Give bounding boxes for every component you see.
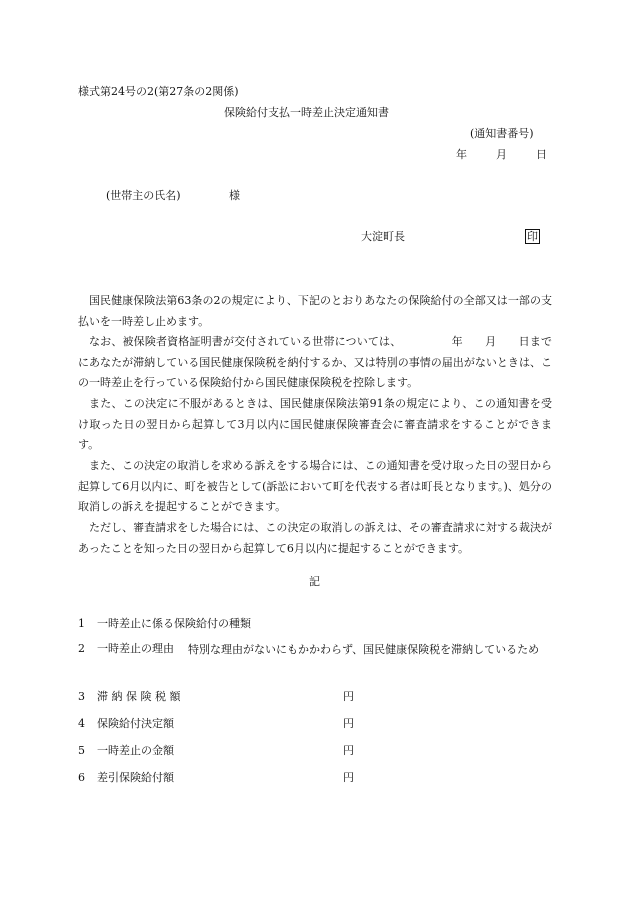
date-year: 年 (456, 148, 467, 161)
seal-mark (525, 229, 540, 244)
item-2-value: 特別な理由がないにもかかわらず、国民健康保険税を滞納しているため (188, 643, 540, 656)
item-6-yen: 円 (343, 771, 354, 784)
item-4-number: 4 (78, 717, 85, 730)
item-6-number: 6 (78, 771, 85, 784)
item-1-number: 1 (78, 617, 85, 630)
item-5-yen: 円 (343, 744, 354, 757)
item-5-number: 5 (78, 744, 85, 757)
body-paragraph-2: なお、被保険者資格証明書が交付されている世帯については、 年 月 日までにあなたが滞納している国民健康保険税を納付するか、又は特別の事情の届出がないときは、この一時差止を行っている保険給付から国民健康保険税を控除します。 (78, 335, 552, 389)
date-month: 月 (496, 148, 507, 161)
date-day: 日 (536, 148, 547, 161)
body-paragraph-5: ただし、審査請求をした場合には、この決定の取消しの訴えは、その審査請求に対する裁決があったことを知った日の翌日から起算して6月以内に提起することができます。 (78, 521, 552, 555)
body-paragraph-1: 国民健康保険法第63条の2の規定により、下記のとおりあなたの保険給付の全部又は一部の支払いを一時差し止めます。 (78, 294, 552, 328)
form-number: 様式第24号の2(第27条の2関係) (78, 85, 239, 98)
item-6-label: 差引保険給付額 (97, 771, 174, 784)
ki-heading: 記 (309, 575, 320, 588)
issuer-name: 大淀町長 (361, 230, 405, 243)
addressee-name: (世帯主の氏名) (106, 189, 181, 202)
item-4-label: 保険給付決定額 (97, 717, 174, 730)
seal-text: 印 (527, 230, 538, 243)
item-5-label: 一時差止の金額 (97, 744, 174, 757)
item-1-label: 一時差止に係る保険給付の種類 (97, 617, 251, 630)
item-2-number: 2 (78, 642, 85, 655)
addressee-honorific: 様 (229, 189, 240, 202)
body-paragraph-4: また、この決定の取消しを求める訴えをする場合には、この通知書を受け取った日の翌日から起算して6月以内に、町を被告として(訴訟において町を代表する者は町長となります。)、処分の取消しの訴えを提起することができます。 (78, 459, 552, 513)
document-title: 保険給付支払一時差止決定通知書 (224, 106, 389, 119)
item-3-number: 3 (78, 690, 85, 703)
item-3-yen: 円 (343, 690, 354, 703)
item-2-label: 一時差止の理由 (97, 642, 174, 655)
date-line (456, 148, 547, 162)
item-4-yen: 円 (343, 717, 354, 730)
notice-number: (通知書番号) (470, 127, 534, 140)
item-3-label: 滞 納 保 険 税 額 (97, 690, 181, 703)
body-paragraph-3: また、この決定に不服があるときは、国民健康保険法第91条の規定により、この通知書を受け取った日の翌日から起算して3月以内に国民健康保険審査会に審査請求をすることができます。 (78, 397, 552, 451)
